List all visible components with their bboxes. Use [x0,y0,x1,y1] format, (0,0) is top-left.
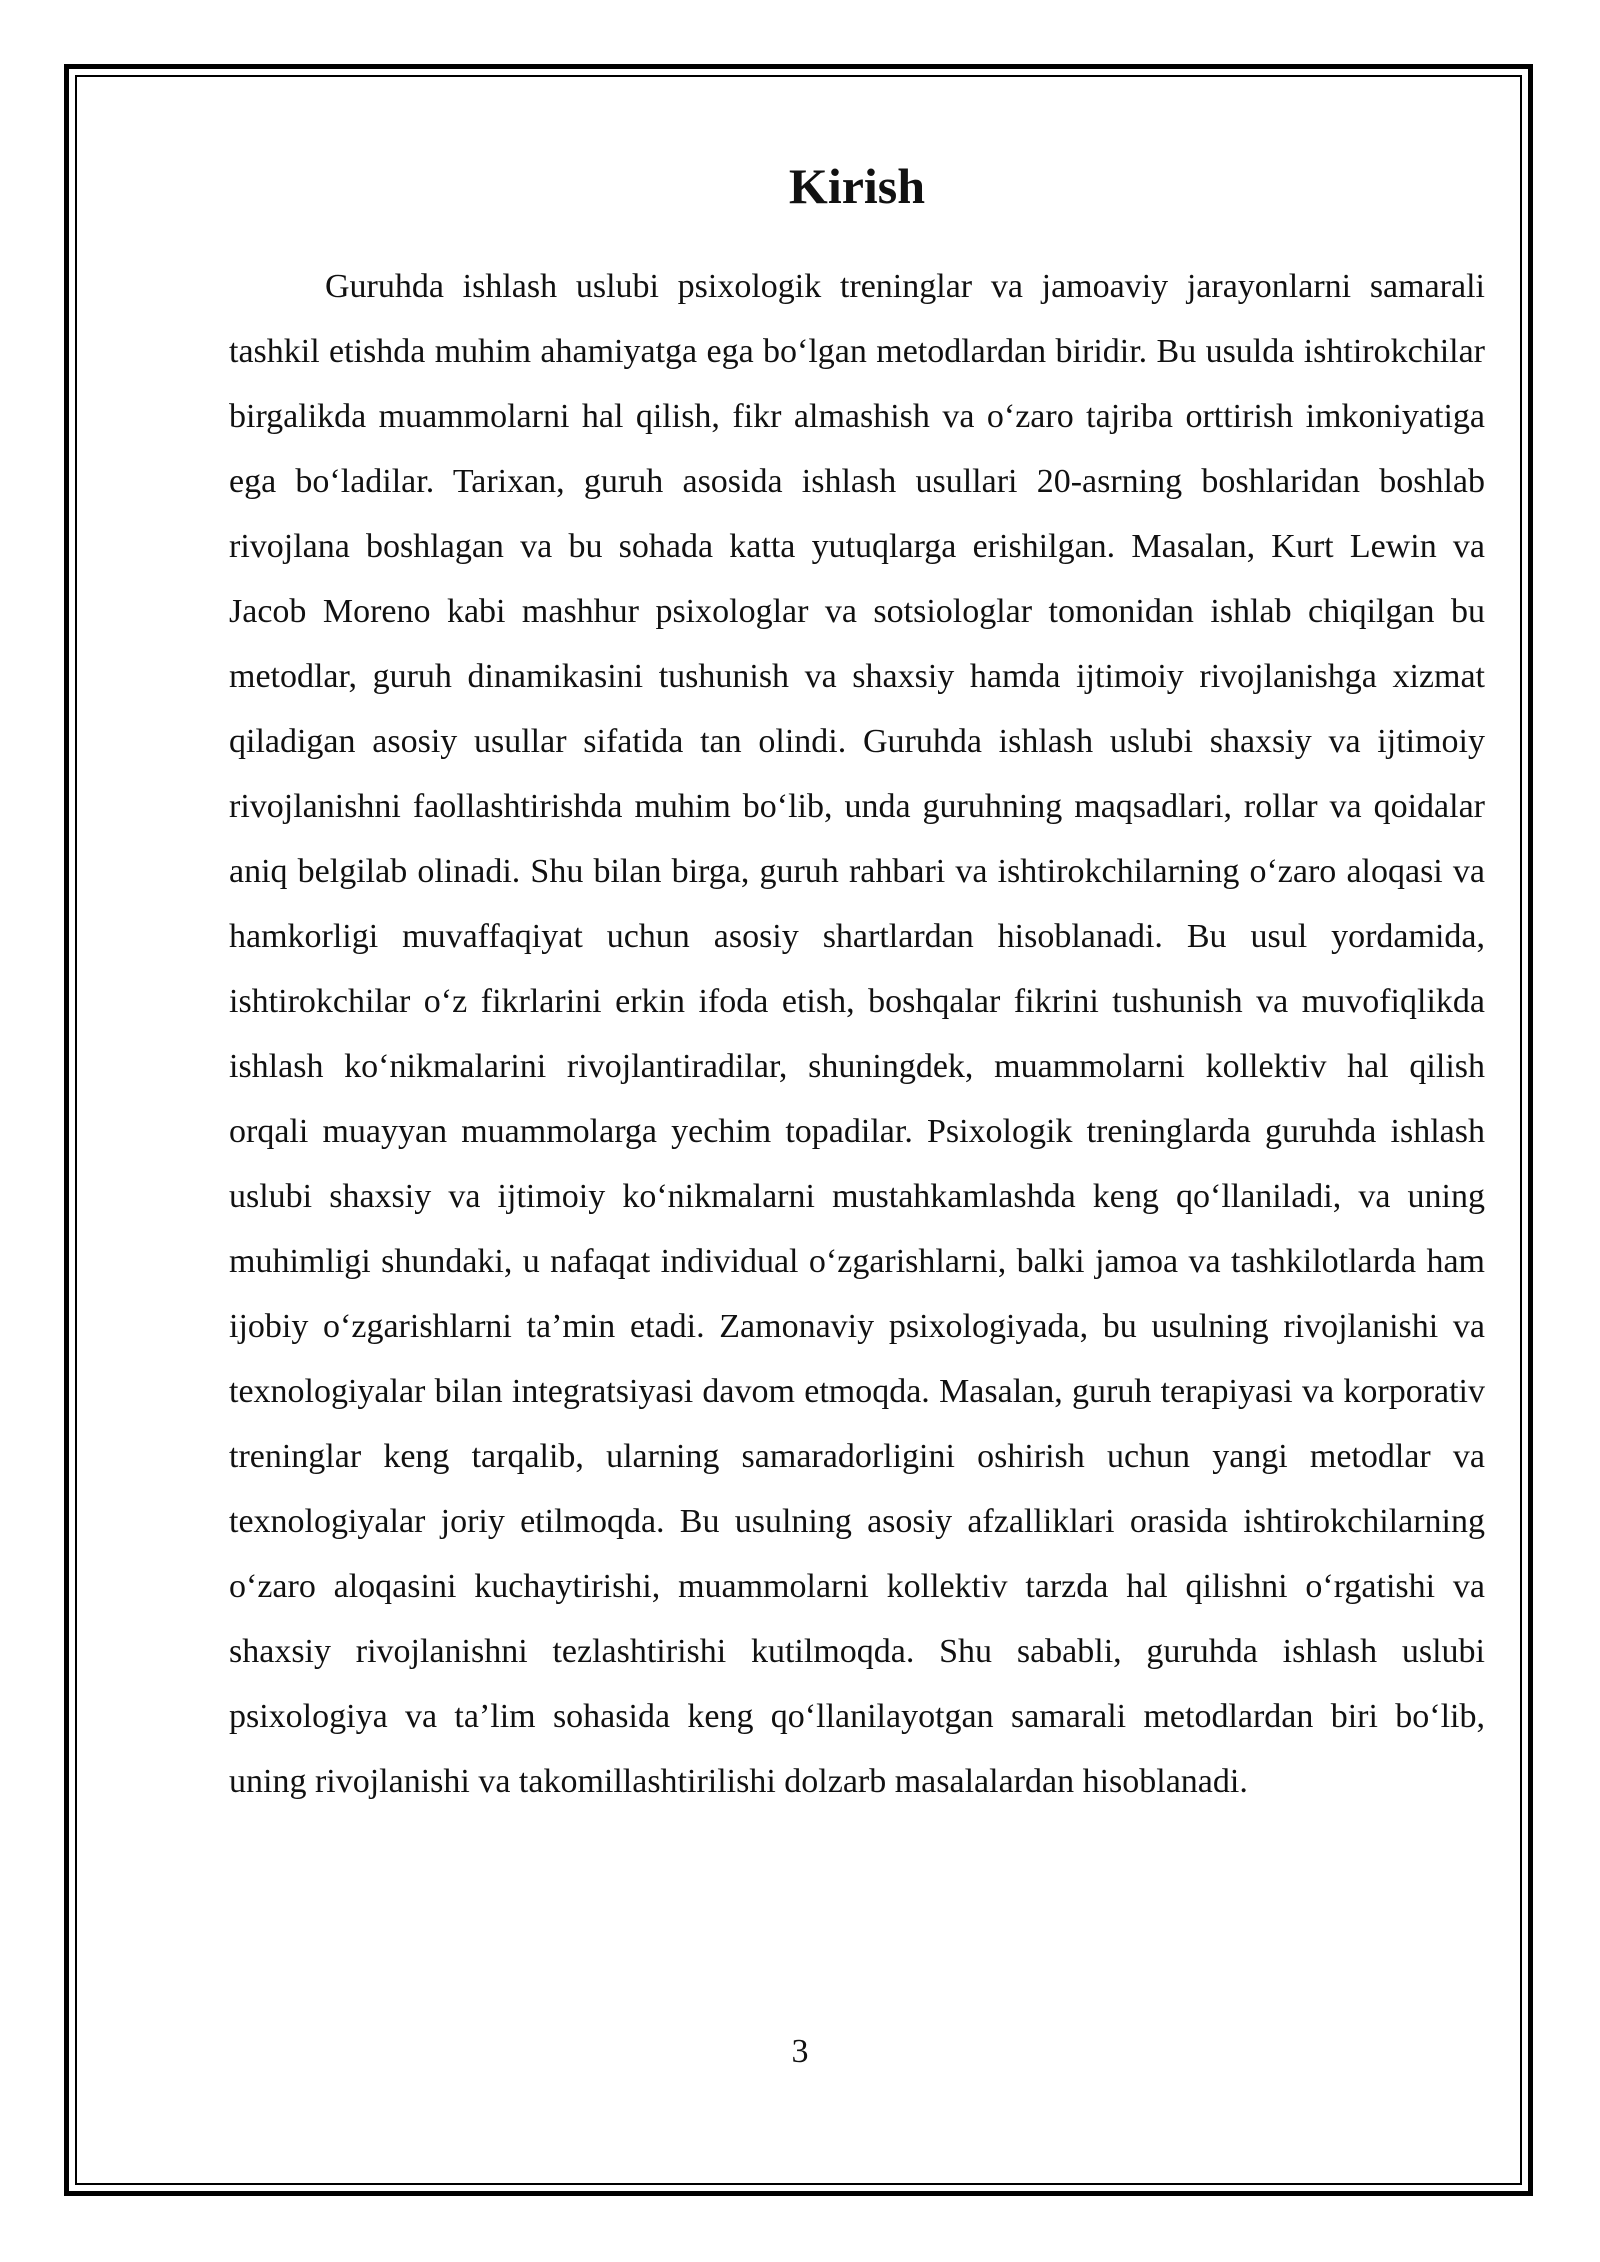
body-paragraph: Guruhda ishlash uslubi psixologik treninglar va jamoaviy jarayonlarni samarali tashkil etishda muhim ahamiyatga ega bo‘lgan metodlardan biridir. Bu usulda ishtirokchilar birgalikda muammolarni hal qilish, fikr almashish va o‘zaro tajriba orttirish imkoniyatiga ega bo‘ladilar. Tarixan, guruh asosida ishlash usullari 20-asrning boshlaridan boshlab rivojlana boshlagan va bu sohada katta yutuqlarga erishilgan. Masalan, Kurt Lewin va Jacob Moreno kabi mashhur psixologlar va sotsiologlar tomonidan ishlab chiqilgan bu metodlar, guruh dinamikasini tushunish va shaxsiy hamda ijtimoiy rivojlanishga xizmat qiladigan asosiy usullar sifatida tan olindi. Guruhda ishlash uslubi shaxsiy va ijtimoiy rivojlanishni faollashtirishda muhim bo‘lib, unda guruhning maqsadlari, rollar va qoidalar aniq belgilab olinadi. Shu bilan birga, guruh rahbari va ishtirokchilarning o‘zaro aloqasi va hamkorligi muvaffaqiyat uchun asosiy shartlardan hisoblanadi. Bu usul yordamida, ishtirokchilar o‘z fikrlarini erkin ifoda etish, boshqalar fikrini tushunish va muvofiqlikda ishlash ko‘nikmalarini rivojlantiradilar, shuningdek, muammolarni kollektiv hal qilish orqali muayyan muammolarga yechim topadilar. Psixologik treninglarda guruhda ishlash uslubi shaxsiy va ijtimoiy ko‘nikmalarni mustahkamlashda keng qo‘llaniladi, va uning muhimligi shundaki, u nafaqat individual o‘zgarishlarni, balki jamoa va tashkilotlarda ham ijobiy o‘zgarishlarni ta’min etadi. Zamonaviy psixologiyada, bu usulning rivojlanishi va texnologiyalar bilan integratsiyasi davom etmoqda. Masalan, guruh terapiyasi va korporativ treninglar keng tarqalib, ularning samaradorligini oshirish uchun yangi metodlar va texnologiyalar joriy etilmoqda. Bu usulning asosiy afzalliklari orasida ishtirokchilarning o‘zaro aloqasini kuchaytirishi, muammolarni kollektiv tarzda hal qilishni o‘rgatishi va shaxsiy rivojlanishni tezlashtirishi kutilmoqda. Shu sababli, guruhda ishlash uslubi psixologiya va ta’lim sohasida keng qo‘llanilayotgan samarali metodlardan biri bo‘lib, uning rivojlanishi va takomillashtirilishi dolzarb masalalardan hisoblanadi. [229,268,1485,1800]
page-number: 3 [791,2033,809,2070]
page-content [229,150,1485,1814]
page-title: Kirish [788,158,926,214]
